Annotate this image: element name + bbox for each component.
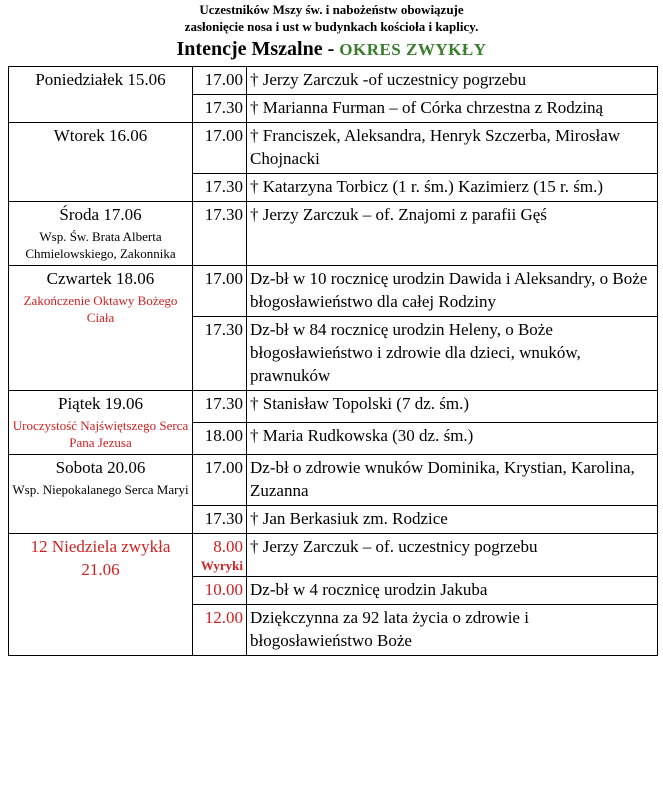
notice-line-1: Uczestników Mszy św. i nabożeństw obowiązuje: [199, 2, 464, 17]
table-row: [9, 455, 658, 506]
day-note: Wsp. Niepokalanego Serca Maryi: [12, 482, 189, 497]
page-title: [0, 36, 663, 63]
mass-intention: Dz-bł w 10 rocznicę urodzin Dawida i Aleksandry, o Boże błogosławieństwo dla całej Rodziny: [247, 266, 658, 317]
intentions-table: [8, 66, 658, 656]
mass-time: 17.30: [193, 391, 247, 423]
mass-time-cell: [193, 534, 247, 577]
mass-time: 17.30: [193, 202, 247, 266]
mass-intention: † Katarzyna Torbicz (1 r. śm.) Kazimierz (15 r. śm.): [247, 174, 658, 202]
mass-intention: † Marianna Furman – of Córka chrzestna z Rodziną: [247, 95, 658, 123]
table-row: [9, 123, 658, 174]
mass-time: 17.00: [193, 123, 247, 174]
mass-intention: † Franciszek, Aleksandra, Henryk Szczerba, Mirosław Chojnacki: [247, 123, 658, 174]
mass-time: 17.30: [193, 317, 247, 391]
day-cell: [9, 391, 193, 455]
mass-intention: Dz-bł w 4 rocznicę urodzin Jakuba: [247, 577, 658, 605]
mass-intention: † Jan Berkasiuk zm. Rodzice: [247, 506, 658, 534]
day-name: Sobota 20.06: [55, 458, 146, 477]
mass-intention: Dz-bł w 84 rocznicę urodzin Heleny, o Boże błogosławieństwo i zdrowie dla dzieci, wnuków, prawnuków: [247, 317, 658, 391]
mass-intention: Dz-bł o zdrowie wnuków Dominika, Krystian, Karolina, Zuzanna: [247, 455, 658, 506]
mass-time: 17.30: [193, 506, 247, 534]
feast-note: Zakończenie Oktawy Bożego Ciała: [23, 293, 178, 325]
day-name: Poniedziałek 15.06: [35, 70, 166, 89]
day-note: Wsp. Św. Brata Alberta Chmielowskiego, Zakonnika: [25, 229, 176, 261]
mass-time: 18.00: [193, 423, 247, 455]
mass-intention: † Jerzy Zarczuk – of. uczestnicy pogrzebu: [247, 534, 658, 577]
table-row: [9, 266, 658, 317]
table-row: [9, 391, 658, 423]
table-row: [9, 202, 658, 266]
header: [0, 0, 663, 63]
mass-time: 8.00: [213, 537, 243, 556]
mass-time: 17.30: [193, 95, 247, 123]
notice: [0, 0, 663, 35]
day-name: Wtorek 16.06: [53, 126, 148, 145]
mass-intention: † Jerzy Zarczuk – of. Znajomi z parafii Gęś: [247, 202, 658, 266]
day-cell: [9, 534, 193, 656]
day-cell: [9, 67, 193, 123]
feast-note: Uroczystość Najświętszego Serca Pana Jezusa: [12, 418, 189, 450]
mass-time: 12.00: [193, 605, 247, 656]
mass-time: 17.00: [193, 266, 247, 317]
day-cell: [9, 123, 193, 202]
mass-time: 17.30: [193, 174, 247, 202]
mass-place: Wyryki: [200, 558, 243, 573]
day-cell: [9, 266, 193, 391]
mass-time: 17.00: [193, 455, 247, 506]
title-text: Intencje Mszalne -: [176, 38, 340, 60]
day-name: 12 Niedziela zwykła 21.06: [30, 537, 171, 579]
mass-time: 17.00: [193, 67, 247, 95]
mass-intention: † Jerzy Zarczuk -of uczestnicy pogrzebu: [247, 67, 658, 95]
day-cell: [9, 202, 193, 266]
day-name: Środa 17.06: [59, 205, 142, 224]
table-row: [9, 67, 658, 95]
mass-intention: † Maria Rudkowska (30 dz. śm.): [247, 423, 658, 455]
mass-intention: † Stanisław Topolski (7 dz. śm.): [247, 391, 658, 423]
table-row: [9, 534, 658, 577]
notice-line-2: zasłonięcie nosa i ust w budynkach kościoła i kaplicy.: [184, 19, 479, 34]
mass-time: 10.00: [193, 577, 247, 605]
day-name: Czwartek 18.06: [46, 269, 155, 288]
liturgical-period: OKRES ZWYKŁY: [339, 40, 487, 59]
day-name: Piątek 19.06: [58, 394, 143, 413]
mass-intention: Dziękczynna za 92 lata życia o zdrowie i błogosławieństwo Boże: [247, 605, 658, 656]
day-cell: [9, 455, 193, 534]
